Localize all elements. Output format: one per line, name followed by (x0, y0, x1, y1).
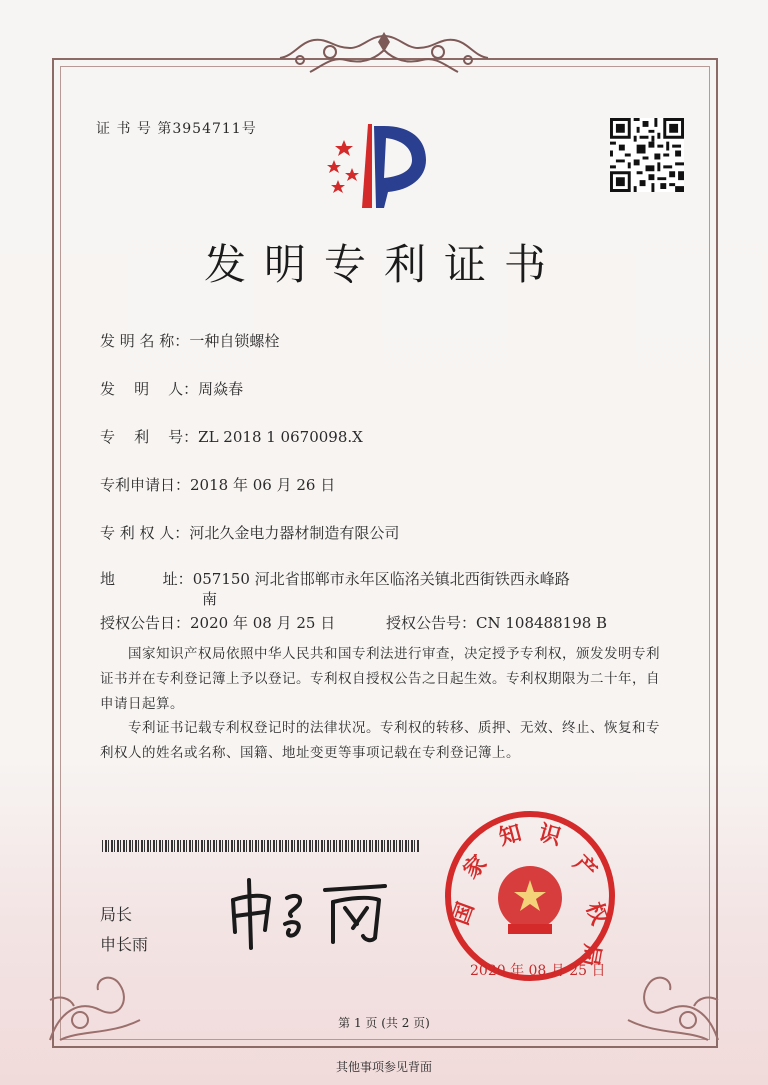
handwritten-signature (225, 872, 395, 952)
invention-name-label: 发 明 名 称： (100, 332, 190, 350)
patentee-row (100, 522, 399, 543)
signatory-title: 局长 (100, 905, 133, 924)
statement-paragraph-2: 专利证书记载专利权登记时的法律状况。专利权的转移、质押、无效、终止、恢复和专利权人的姓名或名称、国籍、地址变更等事项记载在专利登记簿上。 (100, 720, 660, 761)
grant-number-label: 授权公告号： (386, 614, 477, 632)
address-row (100, 568, 570, 589)
address-label: 地 址： (100, 570, 193, 588)
inventor-label: 发 明 人： (100, 380, 199, 398)
filing-date-label: 专利申请日： (100, 476, 191, 494)
invention-name-row (100, 330, 279, 351)
patent-number-value: ZL 2018 1 0670098.X (198, 428, 363, 446)
grant-number-value: CN 108488198 B (476, 614, 608, 632)
inventor-value: 周焱春 (198, 380, 244, 398)
filing-date-row (100, 474, 335, 495)
qr-code (610, 118, 684, 192)
signatory-name: 申长雨 (100, 935, 149, 954)
address-value-line1: 057150 河北省邯郸市永年区临洺关镇北西街铁西永峰路 (192, 570, 570, 588)
filing-date-value: 2018 年 06 月 26 日 (190, 476, 336, 494)
statement-paragraph-1: 国家知识产权局依照中华人民共和国专利法进行审查，决定授予专利权，颁发发明专利证书并在专利登记簿上予以登记。专利权自授权公告之日起生效。专利权期限为二十年，自申请日起算。 (100, 646, 660, 712)
bottom-left-ornament (40, 940, 170, 1050)
top-ornament (270, 30, 498, 82)
svg-text:国: 国 (448, 899, 480, 929)
svg-text:家: 家 (458, 850, 493, 885)
grant-date-row (100, 612, 335, 633)
patent-number-row (100, 426, 363, 447)
barcode (102, 840, 420, 852)
page-number: 第 1 页 (共 2 页) (338, 1016, 430, 1030)
certificate-number: 证 书 号 第3954711号 (96, 121, 257, 137)
svg-text:权: 权 (580, 899, 612, 929)
grant-date-label: 授权公告日： (100, 614, 191, 632)
seal-date: 2020 年 08 月 25 日 (470, 963, 606, 979)
inventor-row (100, 378, 243, 399)
certificate-title: 发明专利证书 (203, 240, 564, 289)
patentee-label: 专 利 权 人： (100, 524, 190, 542)
patent-number-label: 专 利 号： (100, 428, 199, 446)
patentee-value: 河北久金电力器材制造有限公司 (189, 524, 400, 542)
svg-text:产: 产 (567, 850, 602, 885)
svg-text:识: 识 (535, 820, 564, 851)
footer-note: 其他事项参见背面 (335, 1060, 432, 1074)
grant-number-row (386, 612, 607, 633)
official-seal (440, 806, 620, 986)
invention-name-value: 一种自锁螺栓 (189, 332, 280, 350)
svg-text:局: 局 (576, 942, 605, 969)
address-value-line2: 南 (202, 590, 218, 608)
svg-text:知: 知 (496, 820, 525, 851)
address-line2 (202, 588, 217, 609)
grant-date-value: 2020 年 08 月 25 日 (190, 614, 336, 632)
patent-office-logo (322, 120, 442, 212)
